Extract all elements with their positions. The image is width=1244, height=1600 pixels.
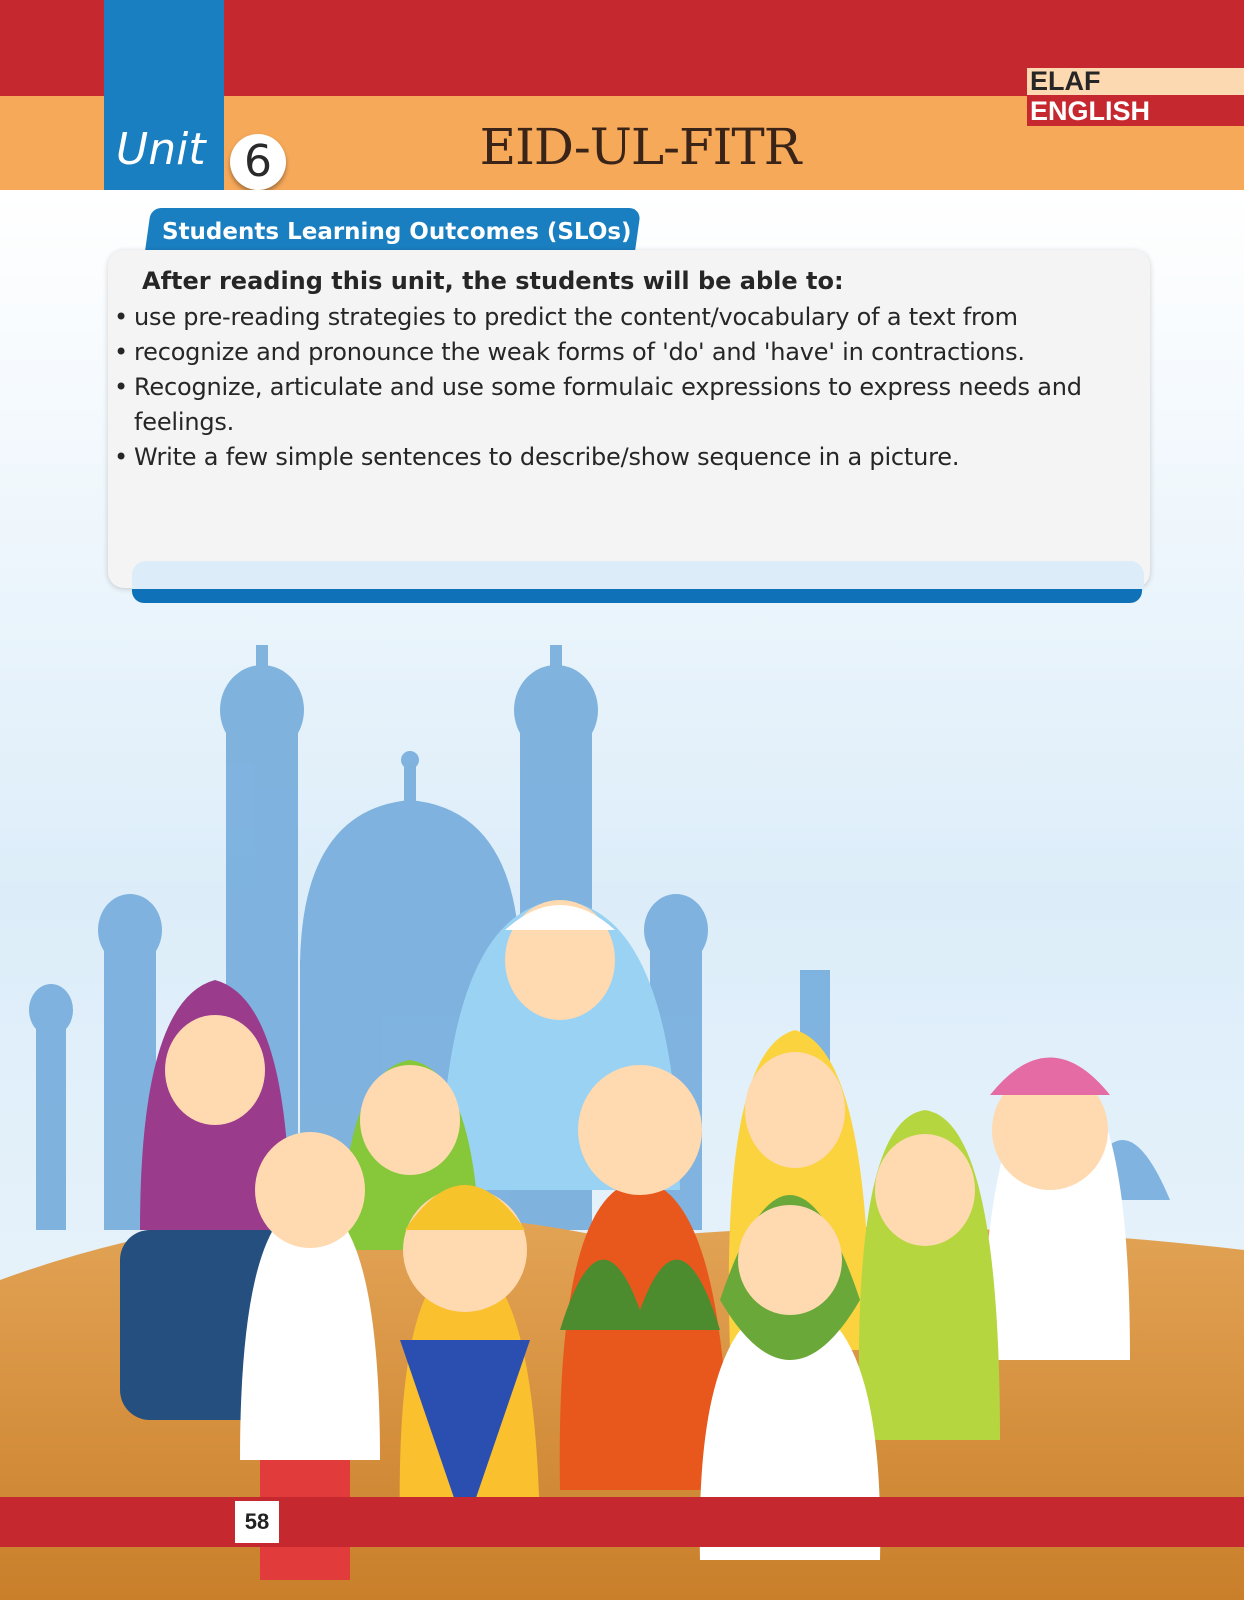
slo-item: [114, 440, 1144, 475]
slo-intro: After reading this unit, the students will be able to:: [142, 267, 844, 295]
slo-item-text: Write a few simple sentences to describe/show sequence in a picture.: [134, 443, 960, 471]
bullet: •: [114, 443, 128, 471]
slo-panel-band: [132, 561, 1144, 591]
series-name-line2: ENGLISH: [1027, 96, 1244, 126]
slo-item-text: use pre-reading strategies to predict the content/vocabulary of a text from: [134, 303, 1018, 331]
series-name-line1: ELAF: [1027, 68, 1244, 95]
slo-item-text: recognize and pronounce the weak forms of 'do' and 'have' in contractions.: [134, 338, 1025, 366]
unit-label: Unit: [116, 124, 206, 175]
bullet: •: [114, 303, 128, 331]
bullet: •: [114, 373, 128, 401]
page-number: 58: [234, 1500, 280, 1544]
bullet: •: [114, 338, 128, 366]
unit-title: EID-UL-FITR: [479, 118, 801, 176]
slo-item-text: Recognize, articulate and use some formulaic expressions to express needs and feelings.: [134, 373, 1082, 436]
unit-number-badge: 6: [230, 134, 286, 190]
slo-item: [114, 370, 1144, 440]
slo-heading: Students Learning Outcomes (SLOs): [162, 219, 632, 245]
slo-list: [114, 300, 1144, 475]
slo-panel-blue-strip: [132, 589, 1142, 603]
slo-item: [114, 335, 1144, 370]
footer-red-band: [0, 1497, 1244, 1547]
slo-item: [114, 300, 1144, 335]
